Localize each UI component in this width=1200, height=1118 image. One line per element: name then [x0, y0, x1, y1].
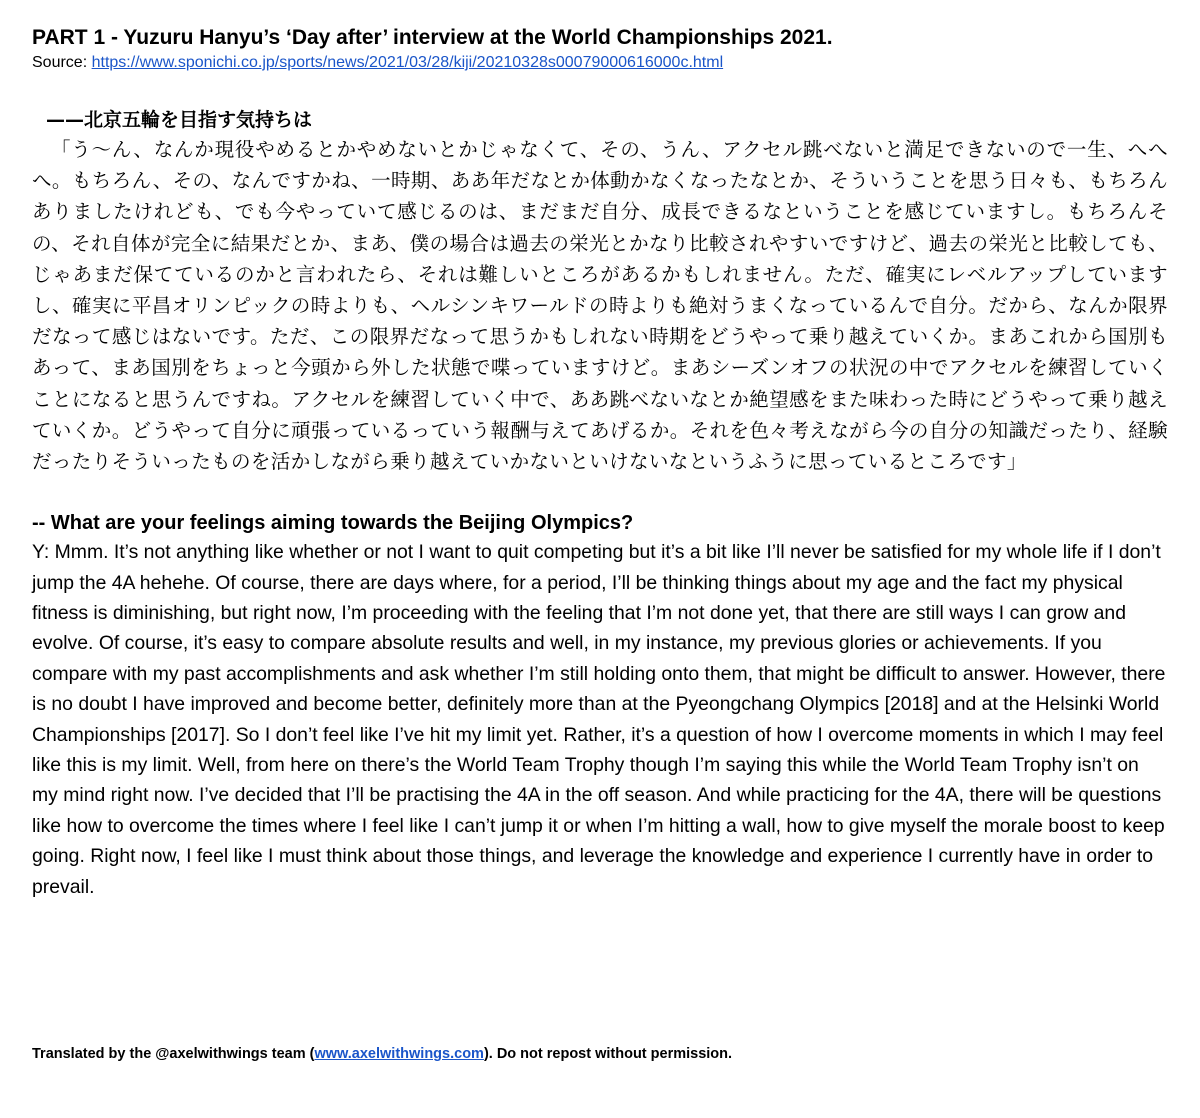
translation-credit: [32, 1044, 732, 1064]
source-label: Source:: [32, 54, 92, 71]
document-page: [32, 24, 1168, 902]
source-line: [32, 52, 1168, 74]
source-link[interactable]: https://www.sponichi.co.jp/sports/news/2021/03/28/kiji/20210328s00079000616000c.html: [91, 54, 724, 71]
jp-answer: 「う〜ん、なんか現役やめるとかやめないとかじゃなくて、その、うん、アクセル跳べないと満足できないので一生、へへへ。もちろん、その、なんですかね、一時期、ああ年だなとか体動かなくなったなとか、そういうことを思う日々も、もちろんありましたけれども、でも今やっていて感じるのは、まだまだ自分、成長できるなということを感じていますし。もちろんその、それ自体が完全に結果だとか、まあ、僕の場合は過去の栄光とかなり比較されやすいですけど、過去の栄光と比較しても、じゃあまだ保てているのかと言われたら、それは難しいところがあるかもしれません。ただ、確実にレベルアップしていますし、確実に平昌オリンピックの時よりも、ヘルシンキワールドの時よりも絶対うまくなっているんで自分。だから、なんか限界だなって感じはないです。ただ、この限界だなって思うかもしれない時期をどうやって乗り越えていくか。まあこれから国別もあって、まあ国別をちょっと今頭から外した状態で喋っていますけど。まあシーズンオフの状況の中でアクセルを練習していくことになると思うんですね。アクセルを練習していく中で、ああ跳べないなとか絶望感をまた味わった時にどうやって乗り越えていくか。どうやって自分に頑張っているっていう報酬与えてあげるか。それを色々考えながら今の自分の知識だったり、経験だったりそういったものを活かしながら乗り越えていかないといけないなというふうに思っているところです」: [32, 138, 1168, 474]
jp-question: ——北京五輪を目指す気持ちは: [46, 109, 313, 131]
footer-link[interactable]: www.axelwithwings.com: [314, 1046, 484, 1062]
footer-prefix: Translated by the @axelwithwings team (: [32, 1046, 315, 1062]
footer-suffix: ). Do not repost without permission.: [483, 1046, 733, 1062]
document-title: PART 1 - Yuzuru Hanyu’s ‘Day after’ interview at the World Championships 2021.: [32, 26, 833, 49]
en-question: -- What are your feelings aiming towards the Beijing Olympics?: [32, 512, 634, 535]
en-answer: Y: Mmm. It’s not anything like whether or not I want to quit competing but it’s a bit like I’ll never be satisfied for my whole life if I don’t jump the 4A hehehe. Of course, there are days where, for a period, I’ll be thinking things about my age and the fact my physical fitness is diminishing, but right now, I’m proceeding with the feeling that I’m not done yet, that there are still ways I can grow and evolve. Of course, it’s easy to compare absolute results and well, in my instance, my previous glories or achievements. If you compare with my past accomplishments and ask whether I’m still holding onto them, that might be difficult to answer. However, there is no doubt I have improved and become better, definitely more than at the Pyeongchang Olympics [2018] and at the Helsinki World Championships [2017]. So I don’t feel like I’ve hit my limit yet. Rather, it’s a question of how I overcome moments in which I may feel like this is my limit. Well, from here on there’s the World Team Trophy though I’m saying this while the World Team Trophy isn’t on my mind right now. I’ve decided that I’ll be practising the 4A in the off season. And while practicing for the 4A, there will be questions like how to overcome the times where I feel like I can’t jump it or when I’m hitting a wall, how to give myself the morale boost to keep going. Right now, I feel like I must think about those things, and leverage the knowledge and experience I currently have in order to prevail.: [32, 541, 1166, 898]
